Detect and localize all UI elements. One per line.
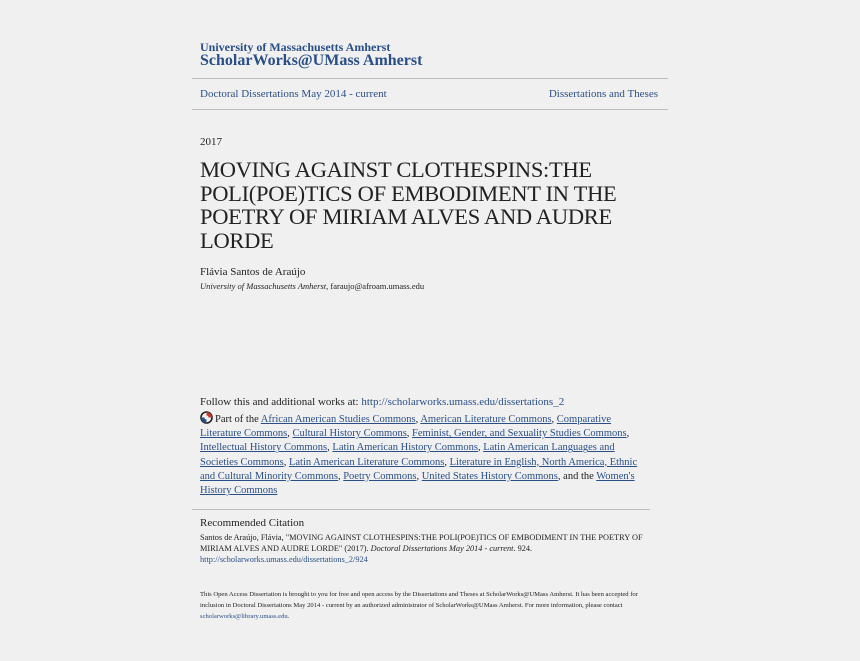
contact-email-link[interactable]: scholarworks@library.umass.edu bbox=[200, 613, 288, 620]
university-name[interactable]: University of Massachusetts Amherst bbox=[200, 40, 391, 54]
citation-body: Santos de Araújo, Flávia, "MOVING AGAINST CLOTHESPINS:THE POLI(POE)TICS OF EMBODIMENT IN THE POETRY OF MIRIAM ALVES AND AUDRE LORDE" (2017). bbox=[200, 533, 643, 553]
commons-separator: , and the bbox=[557, 470, 597, 482]
nav-divider bbox=[192, 109, 668, 110]
citation-heading: Recommended Citation bbox=[200, 517, 305, 529]
citation-number: . 924. bbox=[513, 544, 533, 553]
commons-separator: , bbox=[551, 414, 557, 425]
commons-link[interactable]: Feminist, Gender, and Sexuality Studies Commons bbox=[412, 428, 627, 440]
commons-link[interactable]: Latin American Languages and Societies Commons bbox=[200, 442, 615, 468]
commons-separator: , bbox=[415, 414, 421, 425]
commons-separator: , bbox=[406, 428, 413, 440]
commons-separator: , bbox=[337, 470, 344, 482]
author-name: Flávia Santos de Araújo bbox=[200, 266, 306, 278]
commons-separator: , bbox=[626, 428, 630, 440]
citation-url-link[interactable]: http://scholarworks.umass.edu/dissertations_2/924 bbox=[200, 555, 368, 564]
document-title: MOVING AGAINST CLOTHESPINS:THE POLI(POE)TICS OF EMBODIMENT IN THE POETRY OF MIRIAM ALVES AND AUDRE LORDE bbox=[200, 157, 617, 253]
open-access-notice bbox=[200, 589, 645, 622]
part-of-prefix: Part of the bbox=[215, 414, 261, 425]
commons-separator: , bbox=[327, 442, 333, 454]
nav-dissertations-link[interactable]: Dissertations and Theses bbox=[548, 88, 658, 100]
commons-link[interactable]: United States History Commons bbox=[421, 470, 558, 482]
citation-series: Doctoral Dissertations May 2014 - current bbox=[370, 544, 514, 553]
commons-link[interactable]: Cultural History Commons bbox=[292, 428, 407, 440]
follow-url-link[interactable]: http://scholarworks.umass.edu/dissertations_2 bbox=[361, 396, 565, 408]
part-of-commons bbox=[200, 411, 640, 498]
affiliation-name: University of Massachusetts Amherst bbox=[200, 281, 327, 291]
author-affiliation bbox=[200, 281, 424, 291]
commons-link[interactable]: Women's History Commons bbox=[200, 470, 635, 497]
commons-separator: , bbox=[477, 442, 484, 454]
bepress-commons-icon bbox=[200, 411, 213, 424]
header-divider bbox=[192, 78, 668, 79]
commons-separator: , bbox=[416, 470, 422, 482]
commons-list bbox=[200, 414, 637, 496]
footer-text: This Open Access Dissertation is brought to you for free and open access by the Dissertations and Theses at ScholarWorks@UMass Amherst. It has been accepted for inclusion in Doctoral Dissertations May 2014 - current by an authorized administrator of ScholarWorks@UMass Amherst. For more information, please contact bbox=[200, 591, 638, 609]
citation-divider bbox=[192, 509, 650, 510]
commons-link[interactable]: Latin American History Commons bbox=[332, 442, 478, 454]
publication-year: 2017 bbox=[200, 136, 222, 148]
scholarworks-name[interactable]: ScholarWorks@UMass Amherst bbox=[200, 52, 423, 69]
commons-separator: , bbox=[283, 456, 289, 468]
commons-link[interactable]: Comparative Literature Commons bbox=[200, 414, 612, 440]
commons-link[interactable]: Intellectual History Commons bbox=[200, 442, 328, 454]
commons-separator: , bbox=[444, 456, 450, 468]
citation-text bbox=[200, 532, 645, 565]
author-email: , faraujo@afroam.umass.edu bbox=[326, 281, 425, 291]
follow-line bbox=[200, 396, 564, 408]
commons-link[interactable]: American Literature Commons bbox=[420, 414, 552, 425]
commons-link[interactable]: African American Studies Commons bbox=[260, 414, 416, 425]
nav-collection-link[interactable]: Doctoral Dissertations May 2014 - current bbox=[200, 88, 387, 100]
commons-link[interactable]: Latin American Literature Commons bbox=[288, 456, 445, 468]
follow-label: Follow this and additional works at: bbox=[200, 396, 362, 408]
commons-separator: , bbox=[287, 428, 293, 440]
footer-end: . bbox=[287, 613, 290, 620]
commons-link[interactable]: Literature in English, North America, Ethnic and Cultural Minority Commons bbox=[200, 456, 638, 482]
commons-link[interactable]: Poetry Commons bbox=[343, 470, 417, 482]
